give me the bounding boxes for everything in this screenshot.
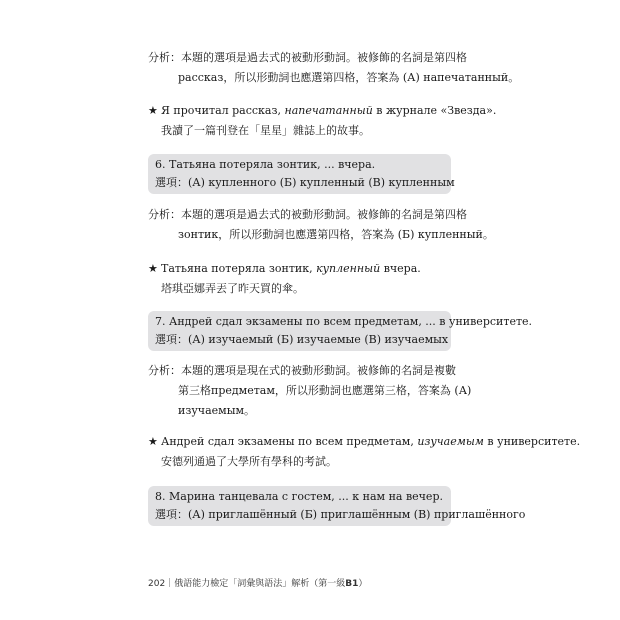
example-sentence: Татьяна потеряла зонтик, купленный вчера. bbox=[161, 262, 421, 275]
example-sentence: Андрей сдал экзамены по всем предметам, изучаемым в университете. bbox=[161, 435, 581, 448]
analysis-label: 分析： bbox=[148, 208, 181, 221]
analysis-text: зонтик，所以形動詞也應選第四格，答案為 (Б) купленный。 bbox=[178, 228, 494, 241]
star-icon: ★ bbox=[148, 435, 158, 448]
question-text: 8. Марина танцевала с гостем, ... к нам на вечер. bbox=[155, 490, 443, 503]
example-translation: 塔琪亞娜弄丟了昨天買的傘。 bbox=[161, 282, 304, 295]
analysis-label: 分析： bbox=[148, 51, 181, 64]
example-block-3 bbox=[148, 432, 581, 472]
analysis-text: 第三格предметам，所以形動詞也應選第三格，答案為 (А) bbox=[178, 384, 472, 397]
analysis-block-3 bbox=[148, 361, 472, 421]
page-footer bbox=[148, 576, 367, 589]
book-level: B1 bbox=[345, 579, 359, 589]
question-box-6 bbox=[148, 154, 455, 194]
analysis-text: 本題的選項是過去式的被動形動詞。被修飾的名詞是第四格 bbox=[181, 208, 467, 221]
example-translation: 安德列通過了大學所有學科的考試。 bbox=[161, 455, 337, 468]
question-options: 選項：(А) изучаемый (Б) изучаемые (В) изучаемых bbox=[155, 333, 449, 346]
question-text: 6. Татьяна потеряла зонтик, ... вчера. bbox=[155, 158, 376, 171]
question-text: 7. Андрей сдал экзамены по всем предметам, ... в университете. bbox=[155, 315, 533, 328]
book-title: 俄語能力檢定「詞彙與語法」解析（第一級 bbox=[174, 579, 346, 589]
example-sentence: Я прочитал рассказ, напечатанный в журнале «Звезда». bbox=[161, 104, 497, 117]
page-number: 202 bbox=[148, 579, 166, 589]
question-options: 選項：(А) купленного (Б) купленный (В) купленным bbox=[155, 176, 455, 189]
analysis-label: 分析： bbox=[148, 364, 181, 377]
question-options: 選項：(А) приглашённый (Б) приглашённым (В) приглашённого bbox=[155, 508, 526, 521]
example-translation: 我讀了一篇刊登在「星星」雜誌上的故事。 bbox=[161, 124, 370, 137]
analysis-block-2 bbox=[148, 205, 494, 245]
star-icon: ★ bbox=[148, 104, 158, 117]
analysis-text: 本題的選項是過去式的被動形動詞。被修飾的名詞是第四格 bbox=[181, 51, 467, 64]
analysis-text: 本題的選項是現在式的被動形動詞。被修飾的名詞是複數 bbox=[181, 364, 456, 377]
analysis-text: рассказ，所以形動詞也應選第四格，答案為 (А) напечатанный。 bbox=[178, 71, 520, 84]
footer-separator: ｜ bbox=[165, 579, 175, 589]
example-block-2 bbox=[148, 259, 458, 299]
analysis-block-1 bbox=[148, 48, 520, 88]
star-icon: ★ bbox=[148, 262, 158, 275]
analysis-text: изучаемым。 bbox=[178, 404, 256, 417]
example-block-1 bbox=[148, 101, 497, 141]
book-title-close: ） bbox=[358, 579, 368, 589]
question-box-7 bbox=[148, 311, 533, 351]
question-box-8 bbox=[148, 486, 526, 526]
